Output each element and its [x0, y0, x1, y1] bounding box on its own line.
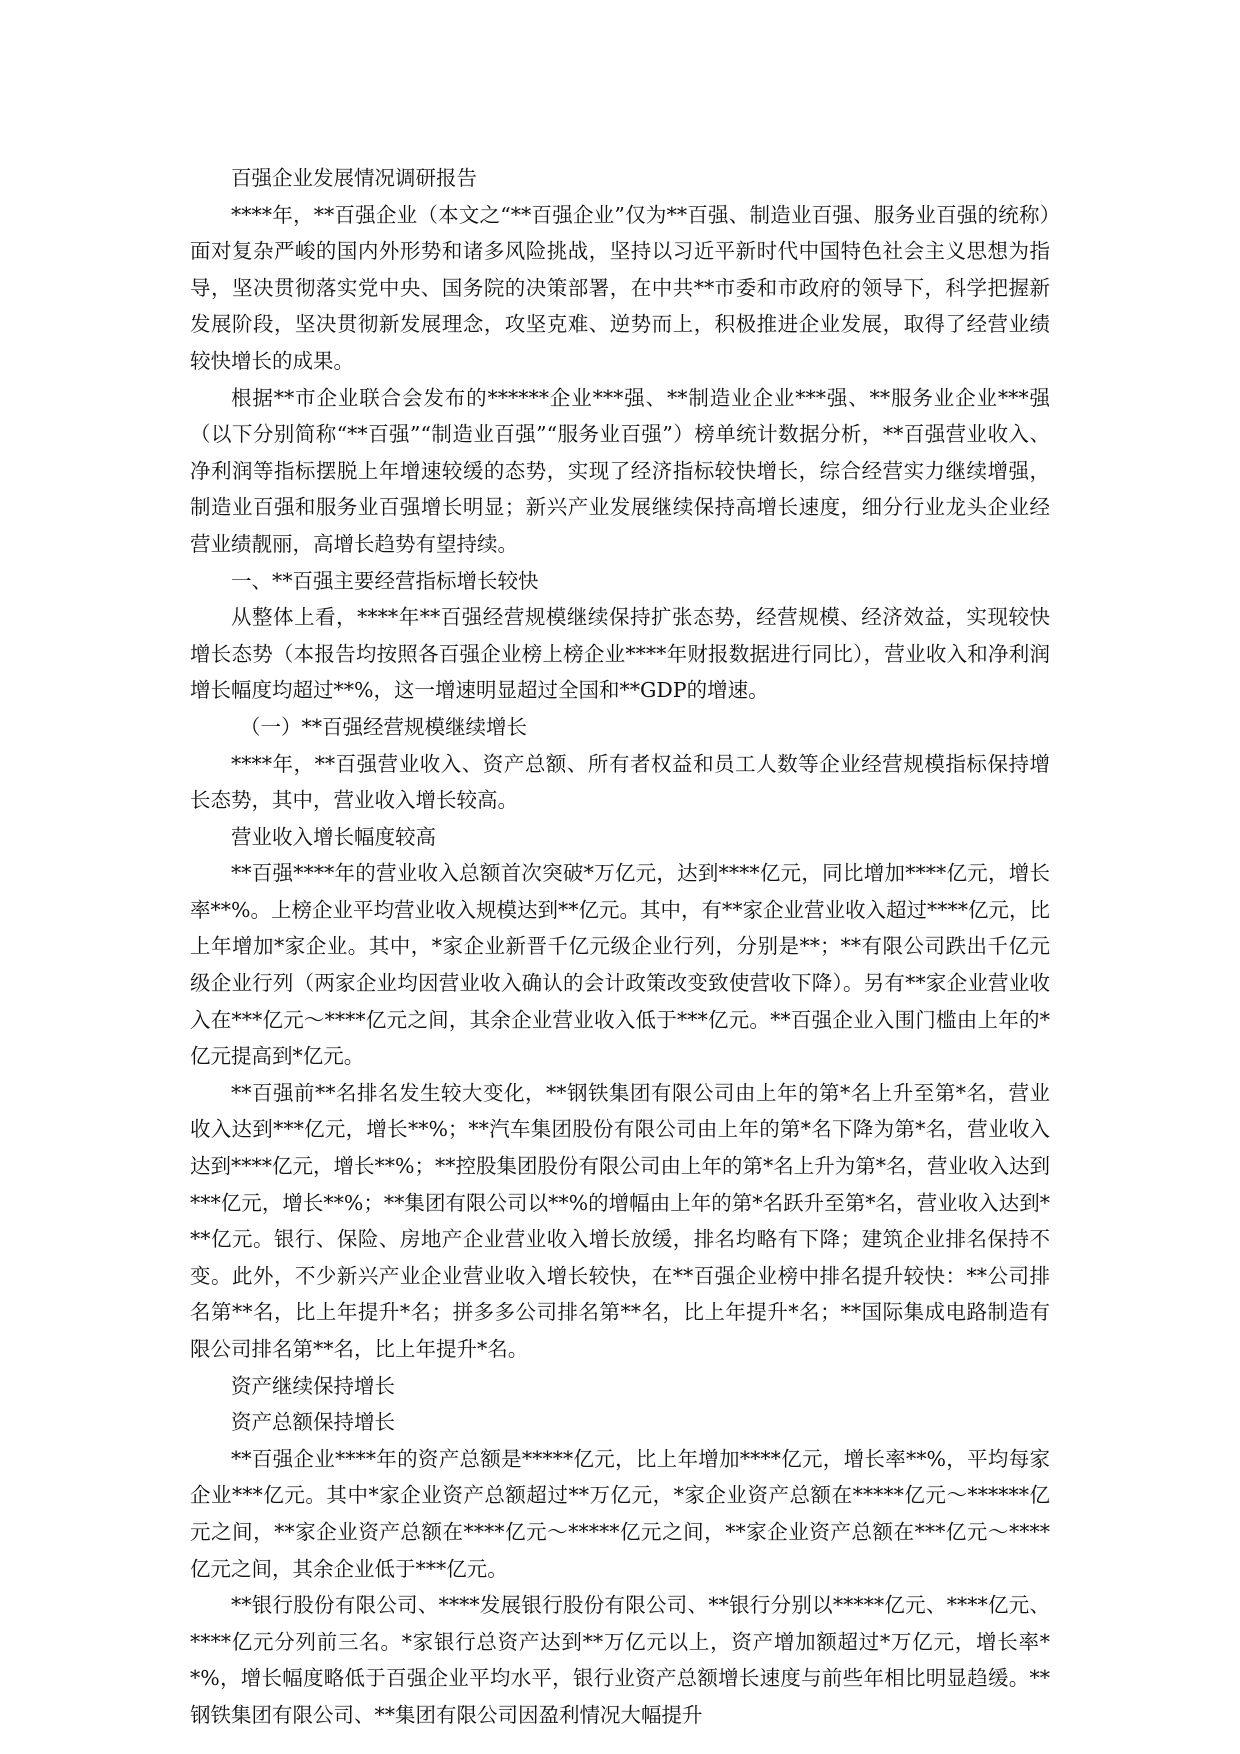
paragraph-subsection-1: ****年，**百强营业收入、资产总额、所有者权益和员工人数等企业经营规模指标保持增长态势，其中，营业收入增长较高。 [190, 751, 1050, 813]
topic-heading-assets: 资产继续保持增长 [231, 1373, 395, 1398]
paragraph-banks: **银行股份有限公司、****发展银行股份有限公司、**银行分别以*****亿元、****亿元、****亿元分列前三名。*家银行总资产达到**万亿元以上，资产增加额超过*万亿元，增长率**%，增长幅度略低于百强企业平均水平，银行业资产总额增长速度与前些年相比明显趋缓。**钢铁集团有限公司、**集团有限公司因盈利情况大幅提升 [190, 1593, 1050, 1727]
document-title: 百强企业发展情况调研报告 [231, 166, 477, 190]
document-page [190, 160, 1050, 1734]
paragraph-ranking: **百强前**名排名发生较大变化，**钢铁集团有限公司由上年的第*名上升至第*名，营业收入达到***亿元，增长**%；**汽车集团股份有限公司由上年的第*名下降为第*名，营业收入达到****亿元，增长**%；**控股集团股份有限公司由上年的第*名上升为第*名，营业收入达到***亿元，增长**%；**集团有限公司以**%的增幅由上年的第*名跃升至第*名，营业收入达到***亿元。银行、保险、房地产企业营业收入增长放缓，排名均略有下降；建筑企业排名保持不变。此外，不少新兴产业企业营业收入增长较快，在**百强企业榜中排名提升较快：**公司排名第**名，比上年提升*名；拼多多公司排名第**名，比上年提升*名；**国际集成电路制造有限公司排名第**名，比上年提升*名。 [190, 1080, 1050, 1361]
section-heading-1: 一、**百强主要经营指标增长较快 [231, 568, 539, 593]
paragraph-intro: ****年，**百强企业（本文之“**百强企业”仅为**百强、制造业百强、服务业百强的统称）面对复杂严峻的国内外形势和诸多风险挑战，坚持以习近平新时代中国特色社会主义思想为指导，坚决贯彻落实党中央、国务院的决策部署，在中共**市委和市政府的领导下，科学把握新发展阶段，坚决贯彻新发展理念，攻坚克难、逆势而上，积极推进企业发展，取得了经营业绩较快增长的成果。 [190, 202, 1050, 373]
paragraph-total-assets: **百强企业****年的资产总额是*****亿元，比上年增加****亿元，增长率**%，平均每家企业***亿元。其中*家企业资产总额超过**万亿元，*家企业资产总额在*****亿元～******亿元之间，**家企业资产总额在****亿元～*****亿元之间，**家企业资产总额在***亿元～****亿元之间，其余企业低于***亿元。 [190, 1446, 1050, 1581]
topic-heading-revenue: 营业收入增长幅度较高 [231, 824, 436, 849]
paragraph-overview: 根据**市企业联合会发布的******企业***强、**制造业企业***强、**服务业企业***强（以下分别简称“**百强”“制造业百强”“服务业百强”）榜单统计数据分析，**百强营业收入、净利润等指标摆脱上年增速较缓的态势，实现了经济指标较快增长，综合经营实力继续增强，制造业百强和服务业百强增长明显；新兴产业发展继续保持高增长速度，细分行业龙头企业经营业绩靓丽，高增长趋势有望持续。 [190, 385, 1050, 556]
topic-heading-total-assets: 资产总额保持增长 [231, 1410, 395, 1435]
paragraph-section-1: 从整体上看，****年**百强经营规模继续保持扩张态势，经营规模、经济效益，实现较快增长态势（本报告均按照各百强企业榜上榜企业****年财报数据进行同比），营业收入和净利润增长幅度均超过**%，这一增速明显超过全国和**GDP的增速。 [190, 605, 1050, 703]
subsection-heading-1: （一）**百强经营规模继续增长 [240, 714, 527, 739]
paragraph-revenue: **百强****年的营业收入总额首次突破*万亿元，达到****亿元，同比增加****亿元，增长率**%。上榜企业平均营业收入规模达到**亿元。其中，有**家企业营业收入超过****亿元，比上年增加*家企业。其中，*家企业新晋千亿元级企业行列，分别是**；**有限公司跌出千亿元级企业行列（两家企业均因营业收入确认的会计政策改变致使营收下降）。另有**家企业营业收入在***亿元～****亿元之间，其余企业营业收入低于***亿元。**百强企业入围门槛由上年的*亿元提高到*亿元。 [190, 861, 1050, 1069]
